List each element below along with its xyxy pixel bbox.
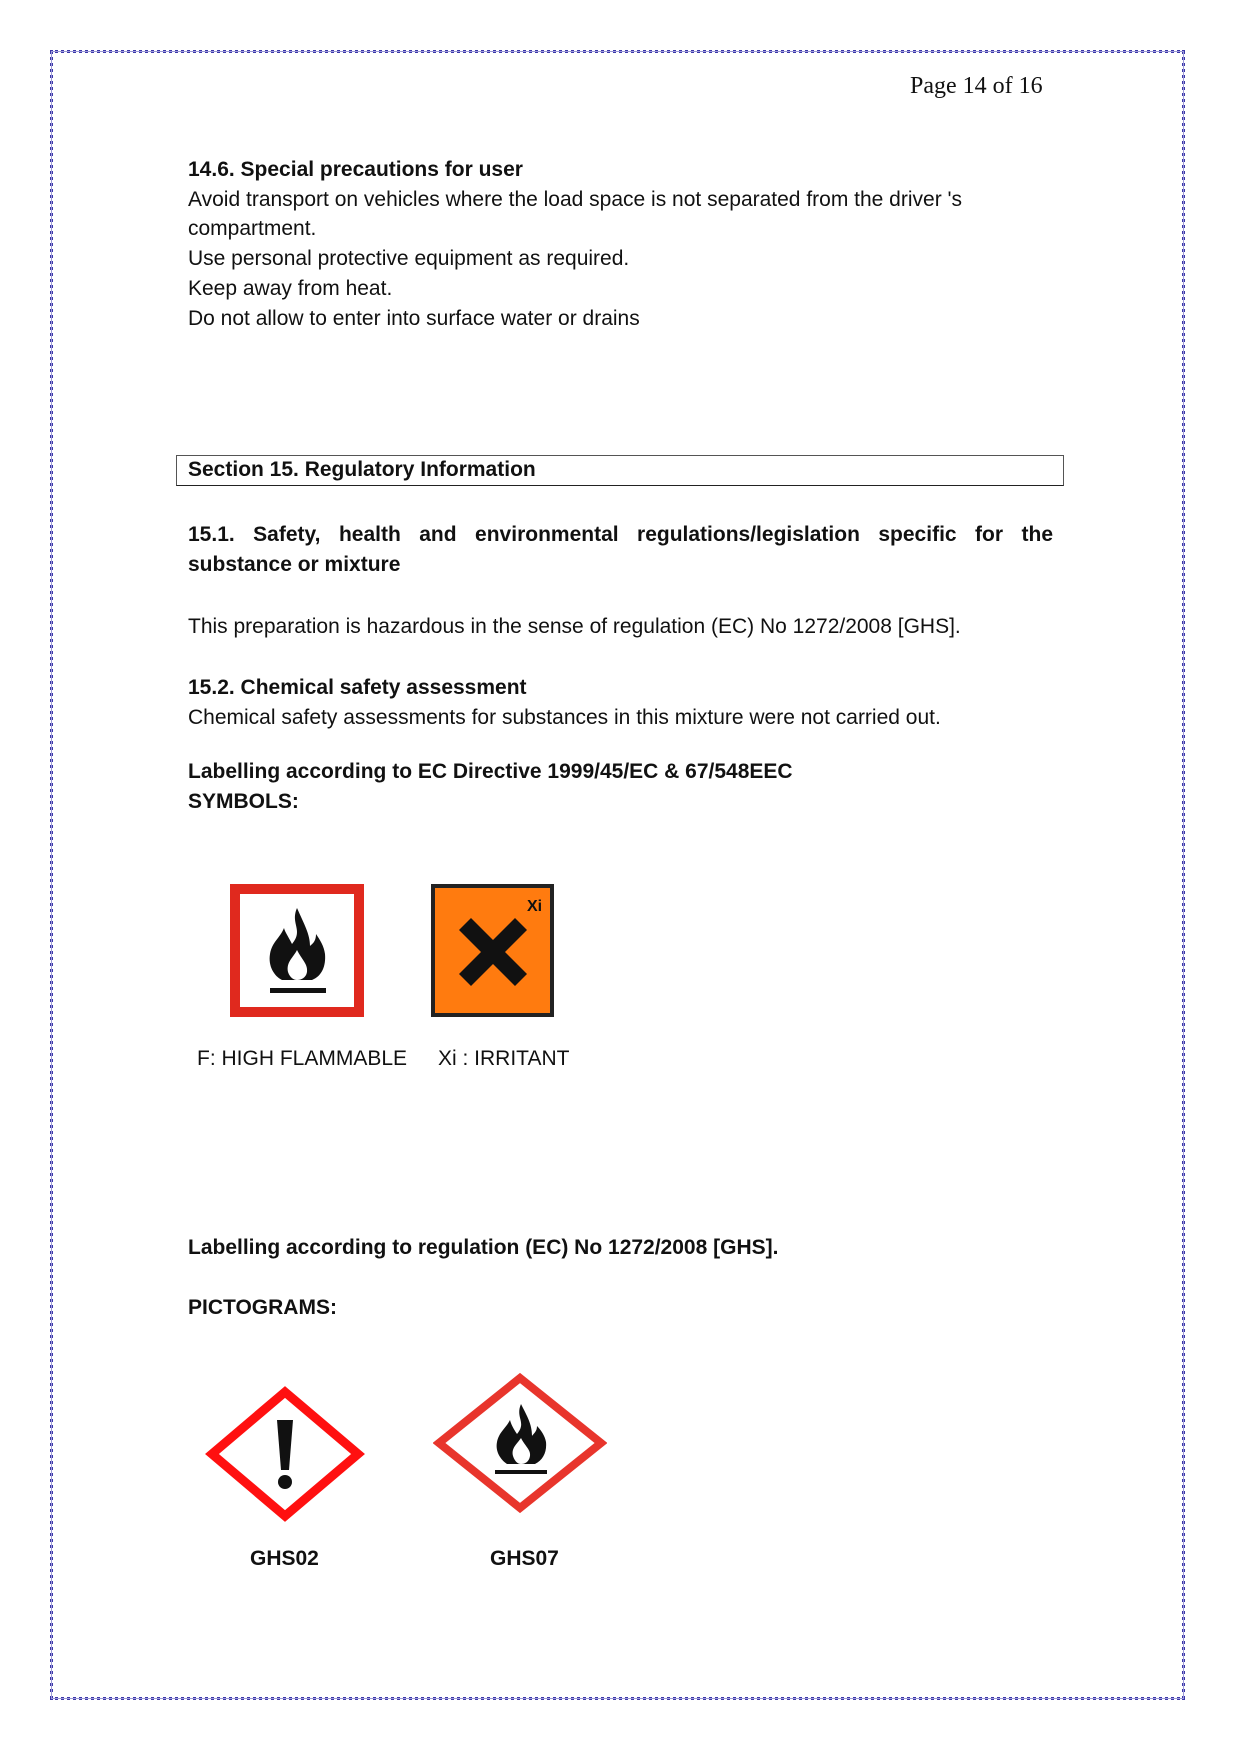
pictograms-label: PICTOGRAMS:	[188, 1296, 337, 1319]
pictogram-caption-ghs07: GHS07	[490, 1547, 559, 1570]
precaution-line: compartment.	[188, 217, 317, 240]
symbols-label: SYMBOLS:	[188, 790, 299, 813]
precaution-line: Keep away from heat.	[188, 277, 393, 300]
ec-labelling-heading: Labelling according to EC Directive 1999/45/EC & 67/548EEC	[188, 760, 793, 783]
section-15-2-text: Chemical safety assessments for substances in this mixture were not carried out.	[188, 706, 941, 729]
precaution-line: Avoid transport on vehicles where the load space is not separated from the driver 's	[188, 188, 963, 211]
section-15-1-heading: 15.1. Safety, health and environmental regulations/legislation specific for the substance or mixture	[188, 523, 1053, 576]
ghs-labelling-heading: Labelling according to regulation (EC) No 1272/2008 [GHS].	[188, 1236, 779, 1259]
section-15-2-heading: 15.2. Chemical safety assessment	[188, 676, 527, 699]
section-15-1-text: This preparation is hazardous in the sense of regulation (EC) No 1272/2008 [GHS].	[188, 615, 961, 638]
section-15-title-box	[176, 455, 1064, 486]
page-number: Page 14 of 16	[910, 73, 1043, 99]
pictogram-caption-ghs02: GHS02	[250, 1547, 319, 1570]
symbol-caption-flammable: F: HIGH FLAMMABLE	[197, 1047, 408, 1070]
exclamation-mark-icon	[205, 1386, 365, 1522]
precaution-line: Use personal protective equipment as required.	[188, 247, 630, 270]
irritant-badge: Xi	[527, 898, 543, 915]
symbol-caption-irritant: Xi : IRRITANT	[438, 1047, 570, 1070]
section-14-6-heading: 14.6. Special precautions for user	[188, 158, 523, 181]
section-15-title: Section 15. Regulatory Information	[188, 458, 536, 481]
flame-icon	[433, 1372, 607, 1514]
flammable-flame-icon	[230, 884, 364, 1017]
precaution-line: Do not allow to enter into surface water or drains	[188, 307, 640, 330]
irritant-x-icon	[431, 884, 554, 1017]
